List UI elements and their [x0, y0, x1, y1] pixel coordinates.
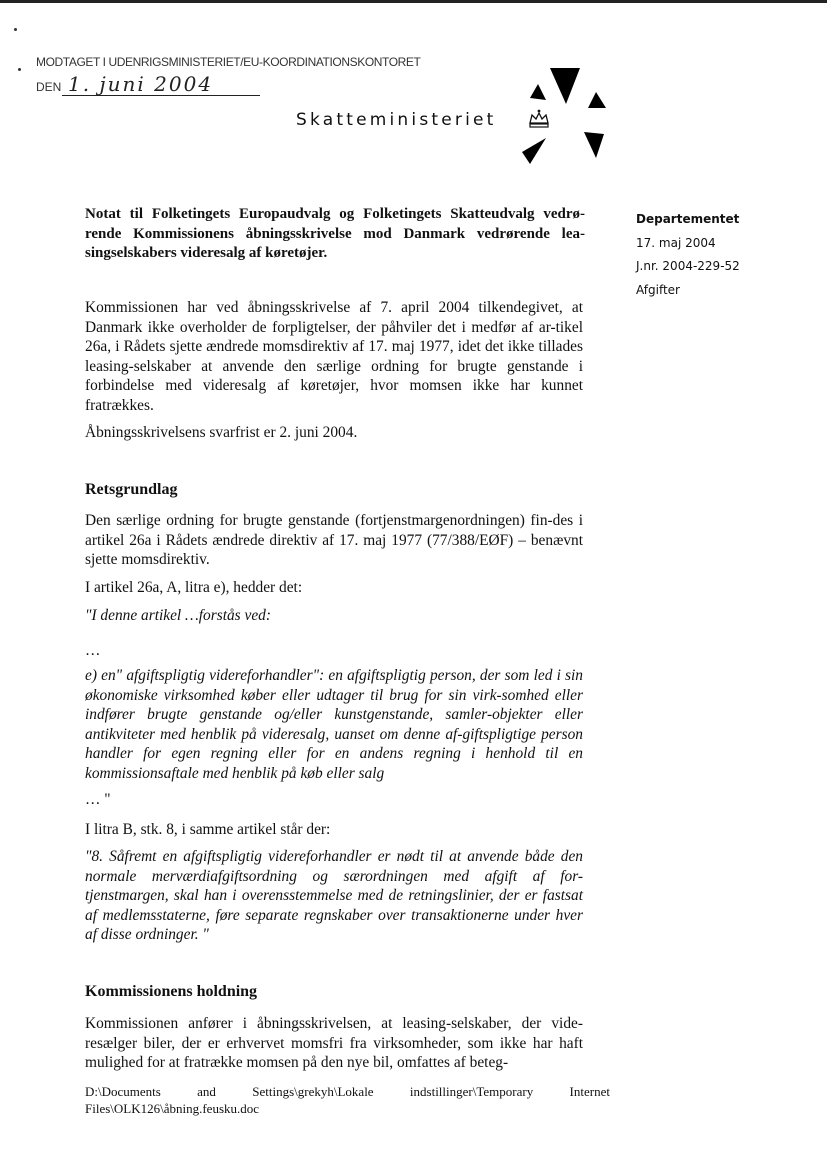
quote-paragraph-8: "8. Såfremt en afgiftspligtig videreforhandler er nødt til at anvende både den normale merværdiafgiftsordning og særordningen med afgift af for-tjenstmargen, skal han i overensstemmelse med de retningslinier, der er fastsat af medlemsstaterne, føre separate regnskaber over transaktionerne under hver af disse ordninger. " [85, 848, 583, 944]
legal-paragraph-2: I artikel 26a, A, litra e), hedder det: [85, 579, 303, 596]
scan-top-edge [0, 0, 827, 3]
received-stamp: MODTAGET I UDENRIGSMINISTERIET/EU-KOORDINATIONSKONTORET [36, 55, 421, 69]
quote-ellipsis-end: … " [85, 791, 111, 808]
handwritten-date: 1. juni 2004 [62, 73, 260, 96]
quote-ellipsis: … [85, 642, 101, 659]
ministry-name: Skatteministeriet [296, 110, 497, 130]
file-path-line-1: D:\Documents and Settings\grekyh\Lokale indstillinger\Temporary Internet [85, 1084, 610, 1099]
heading-legal-basis: Retsgrundlag [85, 481, 178, 498]
file-path-line-2: Files\OLK126\åbning.feusku.doc [85, 1101, 260, 1116]
scan-speck [14, 28, 17, 31]
quote-intro: "I denne artikel …forstås ved: [85, 607, 271, 624]
crown-icon [528, 108, 550, 130]
section-label: Afgifter [636, 282, 680, 297]
memo-date: 17. maj 2004 [636, 235, 716, 250]
sidebar-meta [636, 208, 740, 302]
journal-number: J.nr. 2004-229-52 [636, 259, 740, 274]
heading-commission-position: Kommissionens holdning [85, 983, 258, 1000]
legal-paragraph-3: I litra B, stk. 8, i samme artikel står der: [85, 821, 331, 838]
stamp-den-label: DEN [36, 80, 62, 94]
department-label: Departementet [636, 212, 740, 226]
intro-paragraph: Kommissionen har ved åbningsskrivelse af 7. april 2004 tilkendegivet, at Danmark ikke overholder de forpligtelser, der påhviler det i medfør af ar-tikel 26a, i Rådets sjette ændrede momsdirektiv af 17. maj 1977, idet det ikke tillades leasing-selskaber at anvende den særlige ordning for brugte genstande i forbindelse med videresalg af køretøjer, hvor momsen ikke har kunnet fratrækkes. [85, 299, 583, 414]
ministry-logo-icon [500, 60, 620, 170]
scan-speck [18, 68, 21, 71]
document-title: Notat til Folketingets Europaudvalg og Folketingets Skatteudvalg vedrø-rende Kommissionens åbningsskrivelse mod Danmark vedrørende lea-singselskabers videresalg af køretøjer. [85, 206, 585, 261]
commission-paragraph: Kommissionen anfører i åbningsskrivelsen, at leasing-selskaber, der vide-resælger biler, der er erhvervet momsfri fra virksomheder, som ikke har haft mulighed for at fratrække momsen på den nye bil, omfattes af beteg- [85, 1015, 583, 1072]
legal-paragraph-1: Den særlige ordning for brugte genstande (fortjenstmargenordningen) fin-des i artikel 26a i Rådets ændrede direktiv af 17. maj 1977 (77/388/EØF) – benævnt sjette momsdirektiv. [85, 512, 583, 569]
quote-definition: e) en" afgiftspligtig videreforhandler": en afgiftspligtig person, der som led i sin økonomiske virksomhed køber eller udtager til brug for sin virk-somhed eller indfører brugte genstande og/eller kunstgenstande, samler-objekter eller antikviteter med henblik på videresalg, uanset om denne af-giftspligtige person handler for egen regning eller for en andens regning i henhold til en kommissionsaftale med henblik på køb eller salg [85, 667, 583, 782]
deadline-paragraph: Åbningsskrivelsens svarfrist er 2. juni 2004. [85, 424, 358, 441]
file-path-footer [85, 1083, 610, 1117]
